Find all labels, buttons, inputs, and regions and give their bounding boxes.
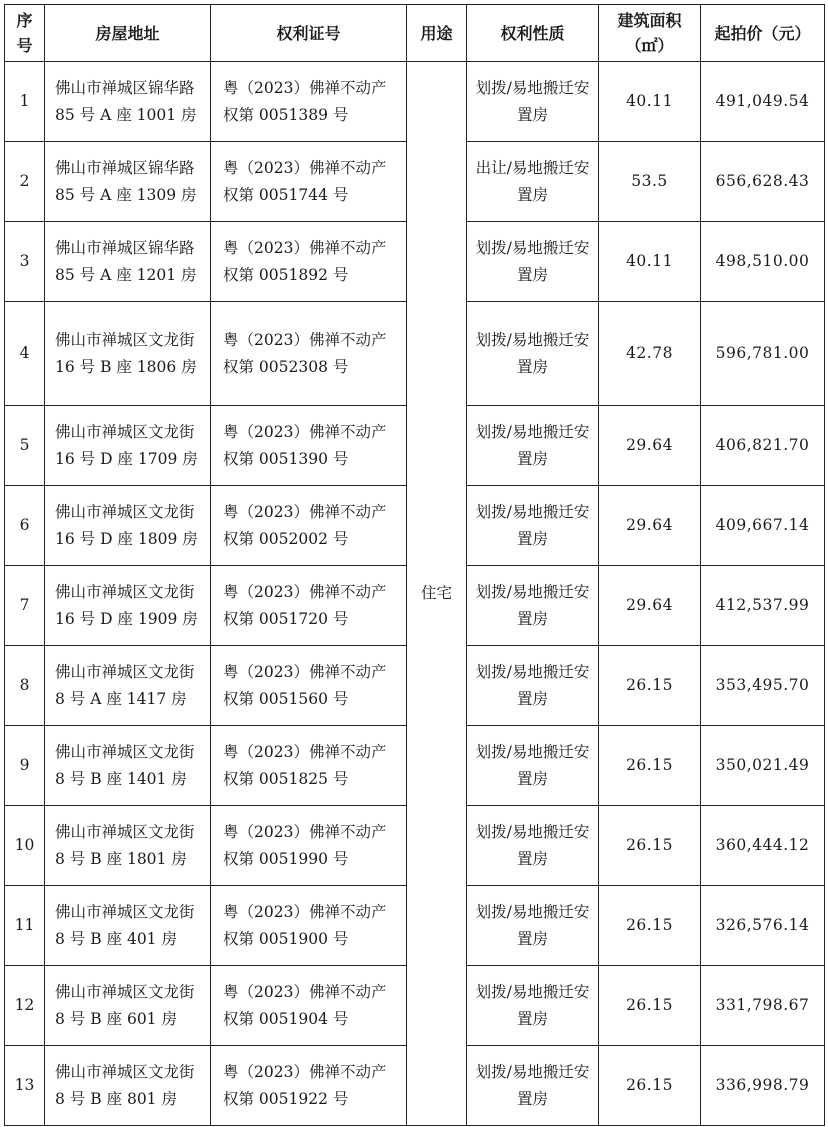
house-address: 佛山市禅城区文龙街 8 号 A 座 1417 房	[45, 646, 211, 726]
starting-price: 326,576.14	[701, 886, 825, 966]
row-number: 11	[5, 886, 45, 966]
header-use: 用途	[407, 5, 467, 62]
starting-price: 498,510.00	[701, 222, 825, 302]
starting-price: 331,798.67	[701, 966, 825, 1046]
right-nature: 划拨/易地搬迁安置房	[467, 566, 599, 646]
row-number: 3	[5, 222, 45, 302]
right-nature: 划拨/易地搬迁安置房	[467, 486, 599, 566]
certificate-number: 粤（2023）佛禅不动产权第 0051892 号	[211, 222, 407, 302]
building-area: 29.64	[599, 486, 701, 566]
certificate-number: 粤（2023）佛禅不动产权第 0051390 号	[211, 406, 407, 486]
right-nature: 划拨/易地搬迁安置房	[467, 302, 599, 406]
building-area: 26.15	[599, 966, 701, 1046]
building-area: 26.15	[599, 886, 701, 966]
row-number: 9	[5, 726, 45, 806]
building-area: 53.5	[599, 142, 701, 222]
right-nature: 划拨/易地搬迁安置房	[467, 222, 599, 302]
right-nature: 划拨/易地搬迁安置房	[467, 1046, 599, 1126]
row-number: 2	[5, 142, 45, 222]
house-address: 佛山市禅城区文龙街 16 号 D 座 1809 房	[45, 486, 211, 566]
certificate-number: 粤（2023）佛禅不动产权第 0051560 号	[211, 646, 407, 726]
starting-price: 406,821.70	[701, 406, 825, 486]
building-area: 29.64	[599, 406, 701, 486]
table-body	[5, 62, 825, 1126]
property-table	[4, 4, 825, 1126]
house-address: 佛山市禅城区文龙街 8 号 B 座 801 房	[45, 1046, 211, 1126]
right-nature: 划拨/易地搬迁安置房	[467, 406, 599, 486]
building-area: 26.15	[599, 806, 701, 886]
certificate-number: 粤（2023）佛禅不动产权第 0052308 号	[211, 302, 407, 406]
row-number: 5	[5, 406, 45, 486]
header-cert: 权利证号	[211, 5, 407, 62]
certificate-number: 粤（2023）佛禅不动产权第 0052002 号	[211, 486, 407, 566]
header-row	[5, 5, 825, 62]
certificate-number: 粤（2023）佛禅不动产权第 0051922 号	[211, 1046, 407, 1126]
starting-price: 360,444.12	[701, 806, 825, 886]
house-address: 佛山市禅城区文龙街 8 号 B 座 1401 房	[45, 726, 211, 806]
row-number: 12	[5, 966, 45, 1046]
house-address: 佛山市禅城区文龙街 8 号 B 座 601 房	[45, 966, 211, 1046]
right-nature: 划拨/易地搬迁安置房	[467, 966, 599, 1046]
building-area: 40.11	[599, 222, 701, 302]
right-nature: 划拨/易地搬迁安置房	[467, 806, 599, 886]
building-area: 26.15	[599, 1046, 701, 1126]
building-area: 26.15	[599, 726, 701, 806]
starting-price: 491,049.54	[701, 62, 825, 142]
starting-price: 336,998.79	[701, 1046, 825, 1126]
row-number: 6	[5, 486, 45, 566]
house-address: 佛山市禅城区锦华路 85 号 A 座 1309 房	[45, 142, 211, 222]
header-address: 房屋地址	[45, 5, 211, 62]
certificate-number: 粤（2023）佛禅不动产权第 0051744 号	[211, 142, 407, 222]
starting-price: 412,537.99	[701, 566, 825, 646]
row-number: 7	[5, 566, 45, 646]
starting-price: 656,628.43	[701, 142, 825, 222]
certificate-number: 粤（2023）佛禅不动产权第 0051900 号	[211, 886, 407, 966]
certificate-number: 粤（2023）佛禅不动产权第 0051389 号	[211, 62, 407, 142]
row-number: 1	[5, 62, 45, 142]
right-nature: 出让/易地搬迁安置房	[467, 142, 599, 222]
house-address: 佛山市禅城区锦华路 85 号 A 座 1201 房	[45, 222, 211, 302]
row-number: 13	[5, 1046, 45, 1126]
building-area: 40.11	[599, 62, 701, 142]
right-nature: 划拨/易地搬迁安置房	[467, 726, 599, 806]
certificate-number: 粤（2023）佛禅不动产权第 0051904 号	[211, 966, 407, 1046]
starting-price: 353,495.70	[701, 646, 825, 726]
starting-price: 350,021.49	[701, 726, 825, 806]
house-address: 佛山市禅城区文龙街 8 号 B 座 401 房	[45, 886, 211, 966]
house-address: 佛山市禅城区文龙街 16 号 B 座 1806 房	[45, 302, 211, 406]
house-address: 佛山市禅城区文龙街 8 号 B 座 1801 房	[45, 806, 211, 886]
house-address: 佛山市禅城区锦华路 85 号 A 座 1001 房	[45, 62, 211, 142]
building-area: 29.64	[599, 566, 701, 646]
building-area: 42.78	[599, 302, 701, 406]
right-nature: 划拨/易地搬迁安置房	[467, 62, 599, 142]
certificate-number: 粤（2023）佛禅不动产权第 0051720 号	[211, 566, 407, 646]
starting-price: 596,781.00	[701, 302, 825, 406]
house-address: 佛山市禅城区文龙街 16 号 D 座 1709 房	[45, 406, 211, 486]
building-area: 26.15	[599, 646, 701, 726]
header-nature: 权利性质	[467, 5, 599, 62]
certificate-number: 粤（2023）佛禅不动产权第 0051990 号	[211, 806, 407, 886]
right-nature: 划拨/易地搬迁安置房	[467, 646, 599, 726]
row-number: 4	[5, 302, 45, 406]
house-address: 佛山市禅城区文龙街 16 号 D 座 1909 房	[45, 566, 211, 646]
certificate-number: 粤（2023）佛禅不动产权第 0051825 号	[211, 726, 407, 806]
table-row	[5, 62, 825, 142]
header-area: 建筑面积（㎡）	[599, 5, 701, 62]
header-seq: 序号	[5, 5, 45, 62]
row-number: 10	[5, 806, 45, 886]
usage-cell: 住宅	[407, 62, 467, 1126]
right-nature: 划拨/易地搬迁安置房	[467, 886, 599, 966]
header-price: 起拍价（元）	[701, 5, 825, 62]
row-number: 8	[5, 646, 45, 726]
starting-price: 409,667.14	[701, 486, 825, 566]
